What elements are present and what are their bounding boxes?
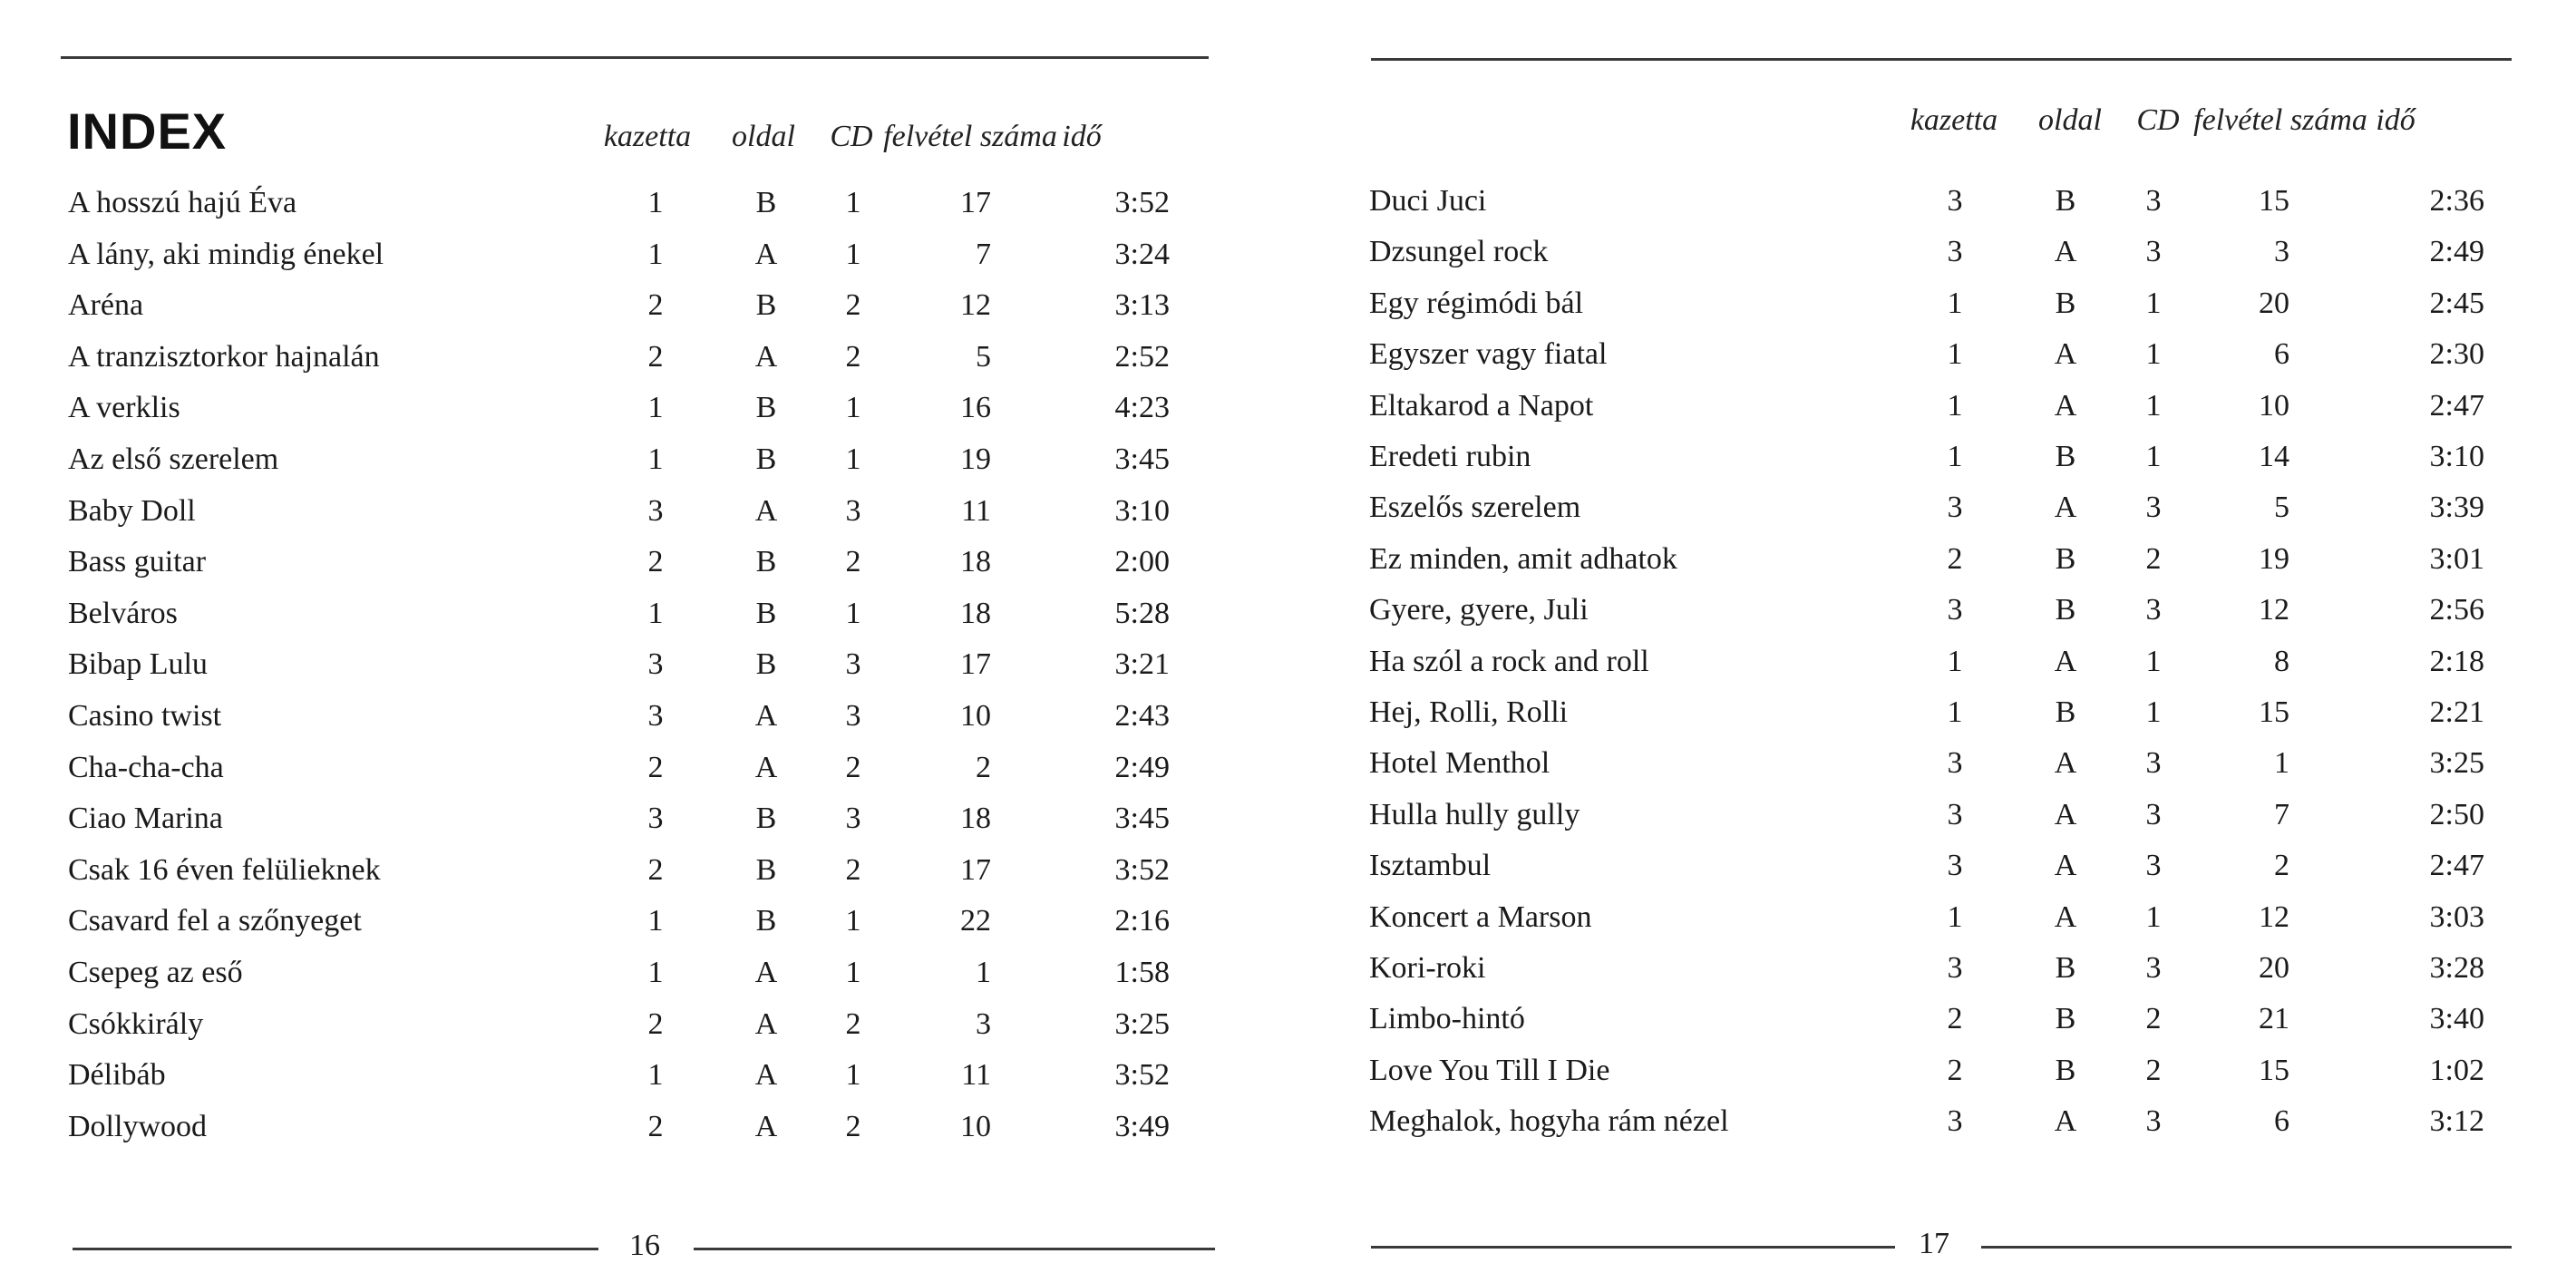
felvetel-value: 15	[2259, 184, 2289, 218]
kazetta-value: 3	[647, 699, 664, 733]
cd-value: 1	[845, 904, 861, 938]
felvetel-value: 11	[961, 493, 991, 528]
kazetta-value: 2	[647, 339, 664, 374]
song-title: Dollywood	[68, 1109, 207, 1143]
song-title: Ciao Marina	[68, 802, 223, 836]
cd-value: 2	[2145, 1053, 2162, 1087]
felvetel-value: 19	[2259, 541, 2289, 576]
ido-value: 4:23	[1114, 391, 1170, 425]
song-title: Isztambul	[1369, 849, 1492, 883]
oldal-value: A	[2054, 337, 2077, 372]
song-title: A verklis	[68, 391, 180, 425]
felvetel-value: 10	[960, 1109, 991, 1143]
table-row	[1306, 797, 2576, 848]
cd-value: 3	[2145, 491, 2162, 525]
kazetta-value: 1	[647, 1058, 664, 1093]
ido-value: 3:03	[2429, 899, 2484, 934]
felvetel-value: 16	[960, 391, 991, 425]
ido-value: 2:21	[2429, 695, 2484, 729]
cd-value: 1	[2145, 337, 2162, 372]
cd-value: 3	[2145, 797, 2162, 831]
table-row	[0, 596, 1269, 646]
kazetta-value: 1	[647, 956, 664, 989]
table-row	[1306, 490, 2576, 540]
cd-value: 1	[845, 956, 861, 989]
kazetta-value: 3	[647, 647, 664, 682]
song-title: Eltakarod a Napot	[1369, 388, 1594, 423]
felvetel-value: 3	[976, 1006, 991, 1041]
ido-value: 3:52	[1114, 186, 1170, 219]
table-row	[0, 903, 1269, 954]
cd-value: 1	[2145, 286, 2162, 320]
oldal-value: B	[2055, 593, 2076, 627]
oldal-value: B	[2055, 1053, 2076, 1087]
felvetel-value: 6	[2274, 337, 2289, 372]
table-row	[1306, 950, 2576, 1001]
cd-value: 1	[2145, 695, 2162, 729]
oldal-value: B	[2055, 440, 2076, 473]
cd-value: 3	[2145, 951, 2162, 985]
table-row	[1306, 336, 2576, 387]
cd-value: 1	[2145, 440, 2162, 473]
felvetel-value: 7	[976, 237, 991, 271]
table-row	[1306, 541, 2576, 592]
cd-value: 2	[845, 852, 861, 887]
cd-value: 3	[2145, 1104, 2162, 1139]
song-title: Meghalok, hogyha rám nézel	[1369, 1104, 1729, 1139]
felvetel-value: 2	[2274, 849, 2289, 883]
kazetta-value: 3	[1947, 1104, 1963, 1139]
felvetel-value: 15	[2259, 695, 2289, 729]
oldal-value: A	[754, 1109, 778, 1143]
kazetta-value: 1	[647, 596, 664, 630]
cd-value: 1	[845, 186, 861, 219]
ido-value: 1:58	[1114, 956, 1170, 989]
oldal-value: A	[754, 237, 778, 271]
song-title: A lány, aki mindig énekel	[68, 237, 384, 271]
felvetel-value: 12	[960, 288, 991, 323]
cd-value: 2	[845, 1109, 861, 1143]
felvetel-value: 20	[2259, 951, 2289, 985]
header-kazetta: kazetta	[1910, 103, 1998, 137]
felvetel-value: 15	[2259, 1053, 2289, 1087]
kazetta-value: 2	[647, 852, 664, 887]
header-cd: CD	[2136, 103, 2180, 137]
table-row	[0, 237, 1269, 287]
kazetta-value: 1	[1947, 337, 1963, 372]
kazetta-value: 2	[647, 750, 664, 784]
table-row	[0, 750, 1269, 801]
table-row	[1306, 1053, 2576, 1103]
oldal-value: B	[2055, 1002, 2076, 1036]
table-row	[0, 852, 1269, 903]
oldal-value: A	[2054, 746, 2077, 781]
kazetta-value: 3	[1947, 746, 1963, 781]
kazetta-value: 1	[647, 186, 664, 219]
cd-value: 3	[2145, 184, 2162, 218]
song-title: Baby Doll	[68, 493, 196, 528]
song-title: Csepeg az eső	[68, 956, 243, 989]
ido-value: 3:01	[2429, 541, 2484, 576]
table-row	[1306, 234, 2576, 285]
kazetta-value: 1	[647, 391, 664, 425]
table-row	[0, 287, 1269, 338]
ido-value: 3:25	[2429, 746, 2484, 781]
cd-value: 3	[2145, 593, 2162, 627]
ido-value: 2:43	[1114, 699, 1170, 733]
table-row	[0, 801, 1269, 851]
kazetta-value: 2	[1947, 1053, 1963, 1087]
song-title: A hosszú hajú Éva	[68, 186, 297, 219]
song-title: Cha-cha-cha	[68, 750, 224, 784]
table-row	[1306, 183, 2576, 234]
song-title: Hej, Rolli, Rolli	[1369, 695, 1569, 729]
cd-value: 3	[2145, 746, 2162, 781]
table-row	[1306, 1103, 2576, 1154]
song-title: Egy régimódi bál	[1369, 286, 1584, 320]
felvetel-value: 5	[2274, 491, 2289, 525]
ido-value: 3:10	[1114, 493, 1170, 528]
oldal-value: B	[2055, 951, 2076, 985]
ido-value: 3:21	[1114, 647, 1170, 682]
ido-value: 5:28	[1114, 596, 1170, 630]
felvetel-value: 12	[2259, 899, 2289, 934]
ido-value: 3:40	[2429, 1002, 2484, 1036]
cd-value: 1	[845, 1058, 861, 1093]
oldal-value: B	[755, 647, 777, 682]
oldal-value: B	[2055, 695, 2076, 729]
footer-rule-right	[1981, 1246, 2512, 1249]
song-title: Belváros	[68, 596, 178, 630]
kazetta-value: 3	[1947, 184, 1963, 218]
felvetel-value: 11	[961, 1058, 991, 1093]
oldal-value: A	[754, 339, 778, 374]
song-title: Aréna	[68, 288, 144, 323]
kazetta-value: 3	[647, 493, 664, 528]
felvetel-value: 18	[960, 596, 991, 630]
ido-value: 3:13	[1114, 288, 1170, 323]
song-title: Love You Till I Die	[1369, 1053, 1610, 1087]
song-title: Gyere, gyere, Juli	[1369, 593, 1589, 627]
cd-value: 2	[2145, 541, 2162, 576]
felvetel-value: 14	[2259, 440, 2289, 473]
kazetta-value: 1	[1947, 899, 1963, 934]
cd-value: 2	[845, 750, 861, 784]
cd-value: 1	[845, 391, 861, 425]
oldal-value: A	[754, 1006, 778, 1041]
cd-value: 3	[2145, 849, 2162, 883]
ido-value: 2:16	[1114, 904, 1170, 938]
oldal-value: A	[754, 956, 778, 989]
table-row	[1306, 388, 2576, 439]
kazetta-value: 1	[1947, 440, 1963, 473]
ido-value: 3:45	[1114, 442, 1170, 476]
song-title: Ez minden, amit adhatok	[1369, 541, 1677, 576]
cd-value: 2	[845, 288, 861, 323]
oldal-value: B	[2055, 541, 2076, 576]
ido-value: 3:49	[1114, 1109, 1170, 1143]
oldal-value: B	[755, 391, 777, 425]
kazetta-value: 2	[647, 288, 664, 323]
page-number: 17	[1919, 1227, 1949, 1260]
song-title: Bass guitar	[68, 545, 207, 579]
ido-value: 3:28	[2429, 951, 2484, 985]
ido-value: 1:02	[2429, 1053, 2484, 1087]
felvetel-value: 1	[976, 956, 991, 989]
oldal-value: B	[755, 186, 777, 219]
song-title: Koncert a Marson	[1369, 899, 1592, 934]
ido-value: 3:12	[2429, 1104, 2484, 1139]
table-row	[1306, 695, 2576, 745]
table-row	[1306, 1001, 2576, 1052]
felvetel-value: 17	[960, 852, 991, 887]
left-page	[0, 0, 1269, 1283]
cd-value: 1	[2145, 388, 2162, 423]
song-title: Csak 16 éven felülieknek	[68, 852, 381, 887]
felvetel-value: 3	[2274, 235, 2289, 269]
table-row	[1306, 439, 2576, 490]
song-title: Hulla hully gully	[1369, 797, 1580, 831]
song-title: Csókkirály	[68, 1006, 204, 1041]
felvetel-value: 18	[960, 545, 991, 579]
oldal-value: A	[2054, 1104, 2077, 1139]
felvetel-value: 10	[2259, 388, 2289, 423]
oldal-value: A	[754, 1058, 778, 1093]
table-row	[0, 1109, 1269, 1160]
cd-value: 1	[845, 237, 861, 271]
felvetel-value: 2	[976, 750, 991, 784]
song-title: Eredeti rubin	[1369, 440, 1531, 473]
footer-rule-right	[694, 1248, 1215, 1250]
kazetta-value: 1	[1947, 644, 1963, 678]
kazetta-value: 3	[1947, 235, 1963, 269]
oldal-value: B	[755, 802, 777, 836]
felvetel-value: 17	[960, 186, 991, 219]
cd-value: 3	[845, 493, 861, 528]
oldal-value: A	[2054, 849, 2077, 883]
song-title: Bibap Lulu	[68, 647, 208, 682]
ido-value: 3:45	[1114, 802, 1170, 836]
table-row	[0, 698, 1269, 749]
cd-value: 1	[2145, 644, 2162, 678]
felvetel-value: 6	[2274, 1104, 2289, 1139]
oldal-value: B	[755, 545, 777, 579]
kazetta-value: 1	[647, 237, 664, 271]
ido-value: 2:47	[2429, 388, 2484, 423]
song-title: Ha szól a rock and roll	[1369, 644, 1649, 678]
oldal-value: B	[755, 904, 777, 938]
footer-rule-left	[73, 1248, 598, 1250]
felvetel-value: 19	[960, 442, 991, 476]
ido-value: 3:10	[2429, 440, 2484, 473]
ido-value: 3:24	[1114, 237, 1170, 271]
felvetel-value: 10	[960, 699, 991, 733]
table-row	[1306, 848, 2576, 899]
ido-value: 2:18	[2429, 644, 2484, 678]
kazetta-value: 1	[1947, 286, 1963, 320]
header-cd: CD	[830, 120, 873, 153]
table-row	[1306, 592, 2576, 643]
table-row	[0, 442, 1269, 492]
ido-value: 2:00	[1114, 545, 1170, 579]
song-title: Csavard fel a szőnyeget	[68, 904, 362, 938]
song-title: A tranzisztorkor hajnalán	[68, 339, 380, 374]
song-title: Kori-roki	[1369, 951, 1486, 985]
ido-value: 2:50	[2429, 797, 2484, 831]
felvetel-value: 1	[2274, 746, 2289, 781]
header-kazetta: kazetta	[603, 120, 692, 153]
kazetta-value: 2	[647, 1109, 664, 1143]
table-row	[1306, 899, 2576, 950]
felvetel-value: 8	[2274, 644, 2289, 678]
kazetta-value: 2	[647, 545, 664, 579]
ido-value: 2:30	[2429, 337, 2484, 372]
top-rule	[61, 56, 1209, 59]
oldal-value: A	[2054, 899, 2077, 934]
cd-value: 3	[845, 802, 861, 836]
header-felvetel-szama: felvétel száma	[883, 120, 1057, 153]
table-row	[0, 1057, 1269, 1108]
table-row	[0, 493, 1269, 544]
ido-value: 3:25	[1114, 1006, 1170, 1041]
oldal-value: A	[754, 493, 778, 528]
kazetta-value: 3	[1947, 797, 1963, 831]
oldal-value: B	[755, 442, 777, 476]
header-oldal: oldal	[732, 120, 795, 153]
oldal-value: A	[2054, 644, 2077, 678]
cd-value: 1	[845, 442, 861, 476]
kazetta-value: 3	[1947, 849, 1963, 883]
ido-value: 2:52	[1114, 339, 1170, 374]
ido-value: 2:47	[2429, 849, 2484, 883]
kazetta-value: 1	[1947, 388, 1963, 423]
top-rule	[1371, 58, 2512, 61]
cd-value: 1	[2145, 899, 2162, 934]
felvetel-value: 7	[2274, 797, 2289, 831]
oldal-value: B	[755, 596, 777, 630]
felvetel-value: 17	[960, 647, 991, 682]
right-page	[1306, 0, 2576, 1283]
ido-value: 3:52	[1114, 1058, 1170, 1093]
song-title: Casino twist	[68, 699, 222, 733]
cd-value: 2	[845, 339, 861, 374]
song-title: Limbo-hintó	[1369, 1002, 1525, 1036]
song-title: Hotel Menthol	[1369, 746, 1550, 781]
song-title: Egyszer vagy fiatal	[1369, 337, 1608, 372]
cd-value: 3	[2145, 235, 2162, 269]
oldal-value: A	[2054, 797, 2077, 831]
table-row	[1306, 286, 2576, 336]
table-row	[0, 646, 1269, 697]
ido-value: 2:49	[1114, 750, 1170, 784]
cd-value: 1	[845, 596, 861, 630]
kazetta-value: 1	[1947, 695, 1963, 729]
page-number: 16	[629, 1229, 660, 1262]
table-row	[0, 955, 1269, 1006]
felvetel-value: 12	[2259, 593, 2289, 627]
ido-value: 2:36	[2429, 184, 2484, 218]
song-title: Duci Juci	[1369, 184, 1487, 218]
oldal-value: B	[755, 852, 777, 887]
table-row	[1306, 745, 2576, 796]
felvetel-value: 18	[960, 802, 991, 836]
oldal-value: A	[754, 750, 778, 784]
oldal-value: B	[2055, 184, 2076, 218]
felvetel-value: 20	[2259, 286, 2289, 320]
table-row	[0, 339, 1269, 390]
ido-value: 3:52	[1114, 852, 1170, 887]
oldal-value: B	[2055, 286, 2076, 320]
table-row	[0, 390, 1269, 441]
table-row	[1306, 644, 2576, 695]
header-oldal: oldal	[2038, 103, 2102, 137]
ido-value: 2:56	[2429, 593, 2484, 627]
oldal-value: A	[2054, 491, 2077, 525]
song-title: Eszelős szerelem	[1369, 491, 1581, 525]
felvetel-value: 22	[960, 904, 991, 938]
kazetta-value: 1	[647, 904, 664, 938]
table-row	[0, 544, 1269, 595]
ido-value: 2:49	[2429, 235, 2484, 269]
table-row	[0, 1006, 1269, 1057]
kazetta-value: 2	[647, 1006, 664, 1041]
kazetta-value: 3	[1947, 951, 1963, 985]
cd-value: 3	[845, 699, 861, 733]
cd-value: 2	[2145, 1002, 2162, 1036]
cd-value: 2	[845, 545, 861, 579]
oldal-value: B	[755, 288, 777, 323]
kazetta-value: 2	[1947, 1002, 1963, 1036]
ido-value: 3:39	[2429, 491, 2484, 525]
oldal-value: A	[2054, 388, 2077, 423]
kazetta-value: 3	[647, 802, 664, 836]
cd-value: 2	[845, 1006, 861, 1041]
kazetta-value: 3	[1947, 593, 1963, 627]
page-title: INDEX	[67, 102, 228, 160]
felvetel-value: 21	[2259, 1002, 2289, 1036]
kazetta-value: 1	[647, 442, 664, 476]
kazetta-value: 2	[1947, 541, 1963, 576]
header-ido: idő	[1062, 120, 1102, 153]
kazetta-value: 3	[1947, 491, 1963, 525]
footer-rule-left	[1371, 1246, 1895, 1249]
song-title: Az első szerelem	[68, 442, 279, 476]
header-ido: idő	[2376, 103, 2416, 137]
header-felvetel-szama: felvétel száma	[2193, 103, 2367, 137]
ido-value: 2:45	[2429, 286, 2484, 320]
song-title: Dzsungel rock	[1369, 235, 1549, 269]
oldal-value: A	[2054, 235, 2077, 269]
song-title: Délibáb	[68, 1058, 166, 1093]
table-row	[0, 185, 1269, 236]
felvetel-value: 5	[976, 339, 991, 374]
cd-value: 3	[845, 647, 861, 682]
oldal-value: A	[754, 699, 778, 733]
